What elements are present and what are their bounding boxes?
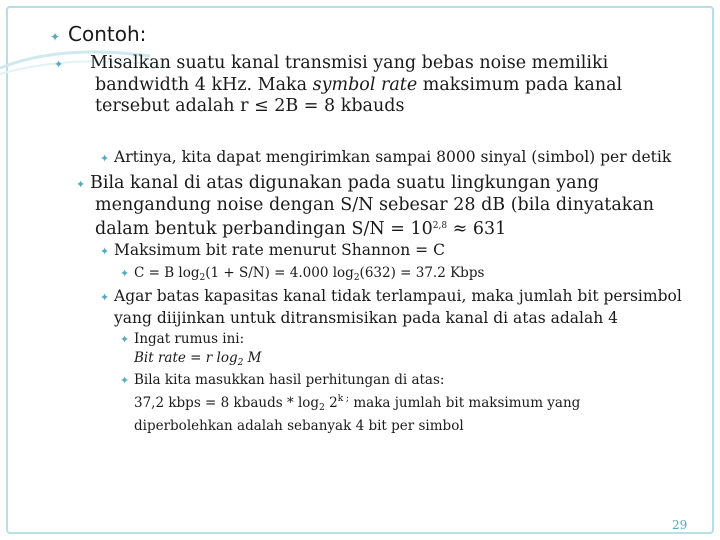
paragraph-2-sub-1: ✦ Maksimum bit rate menurut Shannon = C	[100, 240, 700, 262]
page-number: 29	[672, 518, 688, 532]
bullet-icon: ✦	[76, 178, 86, 191]
bullet-icon: ✦	[120, 267, 130, 280]
paragraph-1: ✦ Misalkan suatu kanal transmisi yang bebas noise memiliki bandwidth 4 kHz. Maka symbol rate maksimum pada kanal tersebut adalah r ≤ 2B = 8 kbauds	[54, 53, 623, 116]
paragraph-2-sub-2: ✦ Agar batas kapasitas kanal tidak terlampaui, maka jumlah bit persimbol yang diijinkan untuk ditransmisikan pada kanal di atas adalah 4	[100, 287, 682, 327]
bullet-icon: ✦	[120, 374, 130, 387]
calculation-item: ✦ Bila kita masukkan hasil perhitungan di atas: 37,2 kbps = 8 kbauds * $\log_2 2^{k ;}$ maka jumlah bit maksimum yang diperbolehkan adalah sebanyak 4 bit per simbol	[120, 372, 581, 434]
bullet-icon: ✦	[54, 58, 64, 71]
shannon-formula: ✦ C = B $\log_2(1 + S/N) = 4.000$ $\log_2(632) = 37.2$ Kbps	[120, 265, 485, 283]
bullet-icon: ✦	[100, 152, 110, 165]
paragraph-2: ✦ Bila kanal di atas digunakan pada suatu lingkungan yang mengandung noise dengan S/N sebesar 28 dB (bila dinyatakan dalam bentuk perbandingan $S/N = 10^{2,8} \approx 631$	[76, 173, 655, 239]
bullet-icon: ✦	[120, 333, 130, 346]
bullet-icon: ✦	[50, 30, 61, 44]
bullet-icon: ✦	[100, 291, 110, 304]
slide-title: ✦ Contoh:	[50, 22, 147, 46]
paragraph-1-sub: ✦ Artinya, kita dapat mengirimkan sampai 8000 sinyal (simbol) per detik	[100, 147, 700, 169]
bullet-icon: ✦	[100, 245, 110, 258]
bit-rate-formula-item: ✦ Ingat rumus ini: Bit rate = r $\log_2 M$	[120, 331, 262, 368]
